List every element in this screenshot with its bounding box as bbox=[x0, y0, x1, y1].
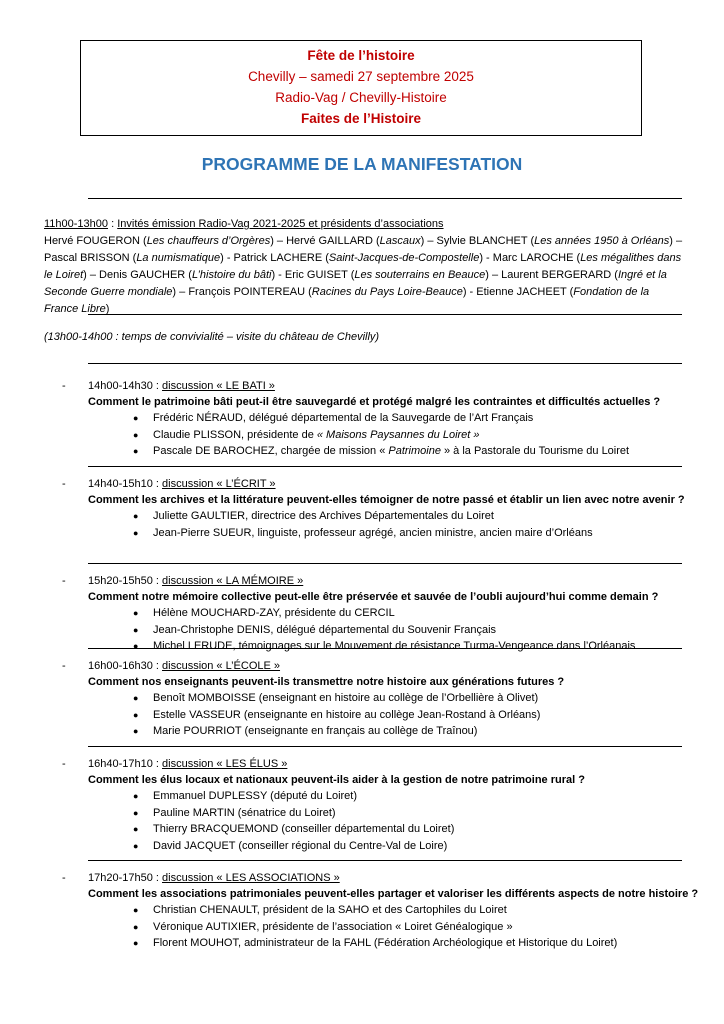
session-block bbox=[0, 476, 724, 541]
participant-desc-end: » à la Pastorale du Tourisme du Loiret bbox=[440, 445, 630, 457]
guest-name: Laurent BERGERARD ( bbox=[501, 269, 618, 281]
participant-text bbox=[153, 821, 454, 838]
bullet-icon: ● bbox=[133, 726, 139, 736]
divider bbox=[88, 746, 682, 747]
intro-section bbox=[44, 216, 684, 318]
bullet-icon: ● bbox=[133, 938, 139, 948]
session-time bbox=[88, 573, 303, 589]
guest-work: Racines du Pays Loire-Beauce bbox=[311, 286, 463, 298]
divider bbox=[88, 363, 682, 364]
session-time-range: 16h00-16h30 : bbox=[88, 660, 163, 672]
session-question: Comment le patrimoine bâti peut-il être sauvegardé et protégé malgré les contraintes et difficultés actuelles ? bbox=[88, 396, 661, 408]
dash-marker: - bbox=[62, 380, 66, 392]
guest-entry bbox=[437, 235, 683, 247]
participant-italic: Patrimoine bbox=[388, 445, 441, 457]
participant-desc: Christian CHENAULT, président de la SAHO et des Cartophiles du Loiret bbox=[153, 904, 507, 916]
participant-desc: Hélène MOUCHARD-ZAY, présidente du CERCIL bbox=[153, 607, 395, 619]
guest-sep: ) - bbox=[462, 286, 477, 298]
break-note: (13h00-14h00 : temps de convivialité – visite du château de Chevilly) bbox=[44, 331, 380, 343]
bullet-icon: ● bbox=[133, 624, 139, 635]
guest-entry bbox=[44, 252, 234, 264]
participant-desc: David JACQUET (conseiller régional du Centre-Val de Loire) bbox=[153, 839, 448, 852]
dash-marker: - bbox=[62, 872, 66, 884]
guest-work: Les mégalithes dans le Loiret bbox=[44, 252, 682, 281]
participant-item bbox=[0, 605, 724, 622]
guest-entry bbox=[234, 252, 493, 264]
divider bbox=[88, 198, 682, 199]
session-time-range: 15h20-15h50 : bbox=[88, 575, 163, 587]
participant-desc: Frédéric NÉRAUD, délégué départemental de la Sauvegarde de l’Art Français bbox=[153, 412, 534, 424]
participant-desc: Emmanuel DUPLESSY (député du Loiret) bbox=[153, 790, 358, 802]
intro-heading-line bbox=[44, 216, 684, 233]
session-topic: discussion « L’ÉCOLE » bbox=[162, 660, 281, 672]
guest-name: Denis GAUCHER ( bbox=[99, 269, 192, 281]
session-block bbox=[0, 573, 724, 655]
guest-work: Les souterrains en Beauce bbox=[354, 269, 486, 281]
bullet-icon: ● bbox=[133, 446, 139, 456]
session-question: Comment notre mémoire collective peut-elle être préservée et sauvée de l’oubli aujourd’hui comme demain ? bbox=[88, 591, 659, 603]
guest-work: Lascaux bbox=[379, 235, 421, 247]
event-slogan: Faites de l’Histoire bbox=[300, 111, 422, 126]
guest-name: Pascal BRISSON ( bbox=[44, 252, 137, 264]
participant-desc: Michel LERUDE, témoignages sur le Mouvement de résistance Turma-Vengeance dans l’Orléanais bbox=[153, 640, 636, 652]
session-question: Comment les associations patrimoniales peuvent-elles partager et valoriser les différents aspects de notre histoire ? bbox=[88, 888, 699, 900]
bullet-icon: ● bbox=[133, 905, 139, 915]
participant-text bbox=[153, 935, 617, 952]
participant-text bbox=[153, 508, 494, 525]
dash-marker: - bbox=[62, 660, 66, 672]
bullet-icon: ● bbox=[133, 413, 139, 423]
guest-sep: ) – bbox=[420, 235, 437, 247]
bullet-icon: ● bbox=[133, 693, 139, 703]
participant-desc: Juliette GAULTIER, directrice des Archives Départementales du Loiret bbox=[153, 510, 494, 522]
guest-sep: ) - bbox=[220, 252, 234, 264]
session-time-range: 16h40-17h10 : bbox=[88, 758, 163, 770]
event-header-box bbox=[80, 40, 642, 136]
bullet-icon: ● bbox=[133, 807, 139, 818]
guest-work: L’histoire du bâti bbox=[191, 269, 272, 281]
participant-item bbox=[0, 622, 724, 639]
bullet-icon: ● bbox=[133, 527, 139, 538]
participant-desc: Estelle VASSEUR (enseignante en histoire au collège Jean-Rostand à Orléans) bbox=[153, 708, 541, 721]
session-time-range: 14h00-14h30 : bbox=[88, 380, 163, 392]
session-topic: discussion « LES ÉLUS » bbox=[162, 758, 288, 770]
event-organizers: Radio-Vag / Chevilly-Histoire bbox=[275, 90, 447, 105]
participant-item bbox=[0, 638, 724, 655]
participant-desc: Thierry BRACQUEMOND (conseiller départemental du Loiret) bbox=[153, 823, 455, 835]
guest-list bbox=[44, 233, 684, 318]
bullet-icon: ● bbox=[133, 429, 139, 440]
session-topic: discussion « LE BATI » bbox=[162, 380, 275, 392]
session-time bbox=[88, 870, 340, 886]
session-time bbox=[88, 756, 287, 772]
bullet-icon: ● bbox=[133, 608, 139, 618]
participant-italic: « Maisons Paysannes du Loiret » bbox=[316, 428, 480, 441]
guest-work: La numismatique bbox=[136, 252, 221, 264]
participant-item bbox=[0, 788, 724, 805]
participant-desc: Pauline MARTIN (sénatrice du Loiret) bbox=[153, 806, 336, 819]
participant-list bbox=[0, 410, 724, 460]
guest-name: Hervé FOUGERON ( bbox=[44, 235, 147, 247]
guest-name: Hervé GAILLARD ( bbox=[286, 235, 380, 247]
session-time-line bbox=[0, 756, 724, 772]
participant-text bbox=[153, 707, 540, 724]
participant-list bbox=[0, 508, 724, 541]
event-place-date: Chevilly – samedi 27 septembre 2025 bbox=[248, 69, 474, 84]
participant-text bbox=[153, 605, 395, 622]
guest-work: Ingré et la Seconde Guerre mondiale bbox=[44, 269, 667, 298]
participant-item bbox=[0, 525, 724, 542]
session-question: Comment les archives et la littérature peuvent-elles témoigner de notre passé et établir un lien avec notre avenir ? bbox=[88, 494, 685, 506]
guest-work: Les chauffeurs d’Orgères bbox=[146, 235, 271, 247]
session-time-range: 17h20-17h50 : bbox=[88, 872, 163, 884]
participant-text bbox=[153, 723, 477, 740]
session-time-line bbox=[0, 870, 724, 886]
dash-marker: - bbox=[62, 758, 66, 770]
session-time-line bbox=[0, 658, 724, 674]
session-time-range: 14h40-15h10 : bbox=[88, 478, 163, 490]
guest-sep: ) – bbox=[172, 286, 189, 298]
participant-desc: Pascale DE BAROCHEZ, chargée de mission « bbox=[153, 445, 389, 457]
session-question: Comment nos enseignants peuvent-ils transmettre notre histoire aux générations futures ? bbox=[88, 676, 565, 688]
participant-item bbox=[0, 723, 724, 740]
participant-text bbox=[153, 525, 593, 542]
session-topic: discussion « LA MÉMOIRE » bbox=[162, 575, 304, 587]
bullet-icon: ● bbox=[133, 824, 139, 834]
participant-desc: Marie POURRIOT (enseignante en français au collège de Traînou) bbox=[153, 725, 478, 737]
participant-item bbox=[0, 427, 724, 444]
participant-item bbox=[0, 821, 724, 838]
bullet-icon: ● bbox=[133, 921, 139, 932]
guest-work: Les années 1950 à Orléans bbox=[534, 235, 670, 247]
participant-text bbox=[153, 902, 507, 919]
participant-list bbox=[0, 788, 724, 854]
dash-marker: - bbox=[62, 575, 66, 587]
participant-item bbox=[0, 410, 724, 427]
session-time-line bbox=[0, 573, 724, 589]
intro-sep: : bbox=[108, 218, 118, 230]
divider bbox=[88, 563, 682, 564]
guest-work: Saint-Jacques-de-Compostelle bbox=[328, 252, 480, 264]
divider bbox=[88, 314, 682, 315]
participant-text bbox=[153, 410, 533, 427]
participant-item bbox=[0, 902, 724, 919]
guest-name: Sylvie BLANCHET ( bbox=[436, 235, 535, 247]
session-time bbox=[88, 658, 280, 674]
session-topic: discussion « LES ASSOCIATIONS » bbox=[162, 872, 340, 884]
session-block bbox=[0, 378, 724, 460]
participant-item bbox=[0, 508, 724, 525]
participant-item bbox=[0, 935, 724, 952]
guest-entry bbox=[286, 235, 436, 247]
page-title: PROGRAMME DE LA MANIFESTATION bbox=[201, 154, 523, 174]
guest-entry bbox=[285, 269, 501, 281]
session-time bbox=[88, 378, 275, 394]
guest-name: Patrick LACHERE ( bbox=[233, 252, 329, 264]
guest-name: François POINTEREAU ( bbox=[188, 286, 312, 298]
divider bbox=[88, 466, 682, 467]
participant-desc: Jean-Pierre SUEUR, linguiste, professeur agrégé, ancien ministre, ancien maire d’Orléans bbox=[153, 526, 593, 539]
session-block bbox=[0, 756, 724, 854]
guest-sep: ) – bbox=[485, 269, 502, 281]
participant-item bbox=[0, 838, 724, 855]
session-time bbox=[88, 476, 276, 492]
session-topic: discussion « L’ÉCRIT » bbox=[162, 478, 276, 490]
session-time-line bbox=[0, 476, 724, 492]
bullet-icon: ● bbox=[133, 709, 139, 720]
guest-name: Eric GUISET ( bbox=[284, 269, 355, 281]
bullet-icon: ● bbox=[133, 840, 139, 851]
participant-text bbox=[153, 427, 480, 444]
participant-desc: Claudie PLISSON, présidente de bbox=[153, 428, 317, 441]
guest-entry bbox=[188, 286, 476, 298]
participant-desc: Benoît MOMBOISSE (enseignant en histoire au collège de l’Orbellière à Olivet) bbox=[153, 692, 539, 704]
participant-list bbox=[0, 902, 724, 952]
participant-desc: Jean-Christophe DENIS, délégué départemental du Souvenir Français bbox=[153, 623, 497, 636]
participant-text bbox=[153, 443, 629, 460]
divider bbox=[88, 860, 682, 861]
participant-text bbox=[153, 919, 513, 936]
participant-text bbox=[153, 805, 336, 822]
guest-name: Marc LAROCHE ( bbox=[492, 252, 581, 264]
participant-text bbox=[153, 788, 357, 805]
participant-desc: Véronique AUTIXIER, présidente de l’association « Loiret Généalogique » bbox=[153, 920, 513, 933]
guest-sep: ) – bbox=[669, 235, 683, 247]
intro-heading: Invités émission Radio-Vag 2021-2025 et présidents d’associations bbox=[117, 218, 444, 230]
session-time-line bbox=[0, 378, 724, 394]
participant-item bbox=[0, 919, 724, 936]
participant-desc: Florent MOUHOT, administrateur de la FAHL (Fédération Archéologique et Historique du Loiret) bbox=[153, 937, 618, 949]
bullet-icon: ● bbox=[133, 511, 139, 521]
guest-name: Etienne JACHEET ( bbox=[476, 286, 574, 298]
participant-text bbox=[153, 690, 538, 707]
participant-item bbox=[0, 690, 724, 707]
divider bbox=[88, 648, 682, 649]
event-name: Fête de l’histoire bbox=[307, 48, 415, 63]
session-block bbox=[0, 870, 724, 952]
participant-text bbox=[153, 638, 635, 655]
guest-entry bbox=[99, 269, 285, 281]
participant-text bbox=[153, 622, 496, 639]
guest-sep: ) - bbox=[479, 252, 493, 264]
participant-item bbox=[0, 805, 724, 822]
session-block bbox=[0, 658, 724, 740]
bullet-icon: ● bbox=[133, 791, 139, 801]
guest-sep: ) – bbox=[270, 235, 287, 247]
guest-sep: ) – bbox=[83, 269, 100, 281]
participant-list bbox=[0, 690, 724, 740]
bullet-icon: ● bbox=[133, 641, 139, 651]
guest-sep: ) bbox=[105, 303, 110, 315]
participant-item bbox=[0, 443, 724, 460]
intro-time: 11h00-13h00 bbox=[44, 218, 109, 230]
participant-text bbox=[153, 838, 447, 855]
guest-sep: ) - bbox=[271, 269, 285, 281]
guest-entry bbox=[44, 235, 286, 247]
session-question: Comment les élus locaux et nationaux peuvent-ils aider à la gestion de notre patrimoine rural ? bbox=[88, 774, 585, 786]
dash-marker: - bbox=[62, 478, 66, 490]
guest-work: Fondation de la France Libre bbox=[44, 286, 650, 315]
participant-item bbox=[0, 707, 724, 724]
